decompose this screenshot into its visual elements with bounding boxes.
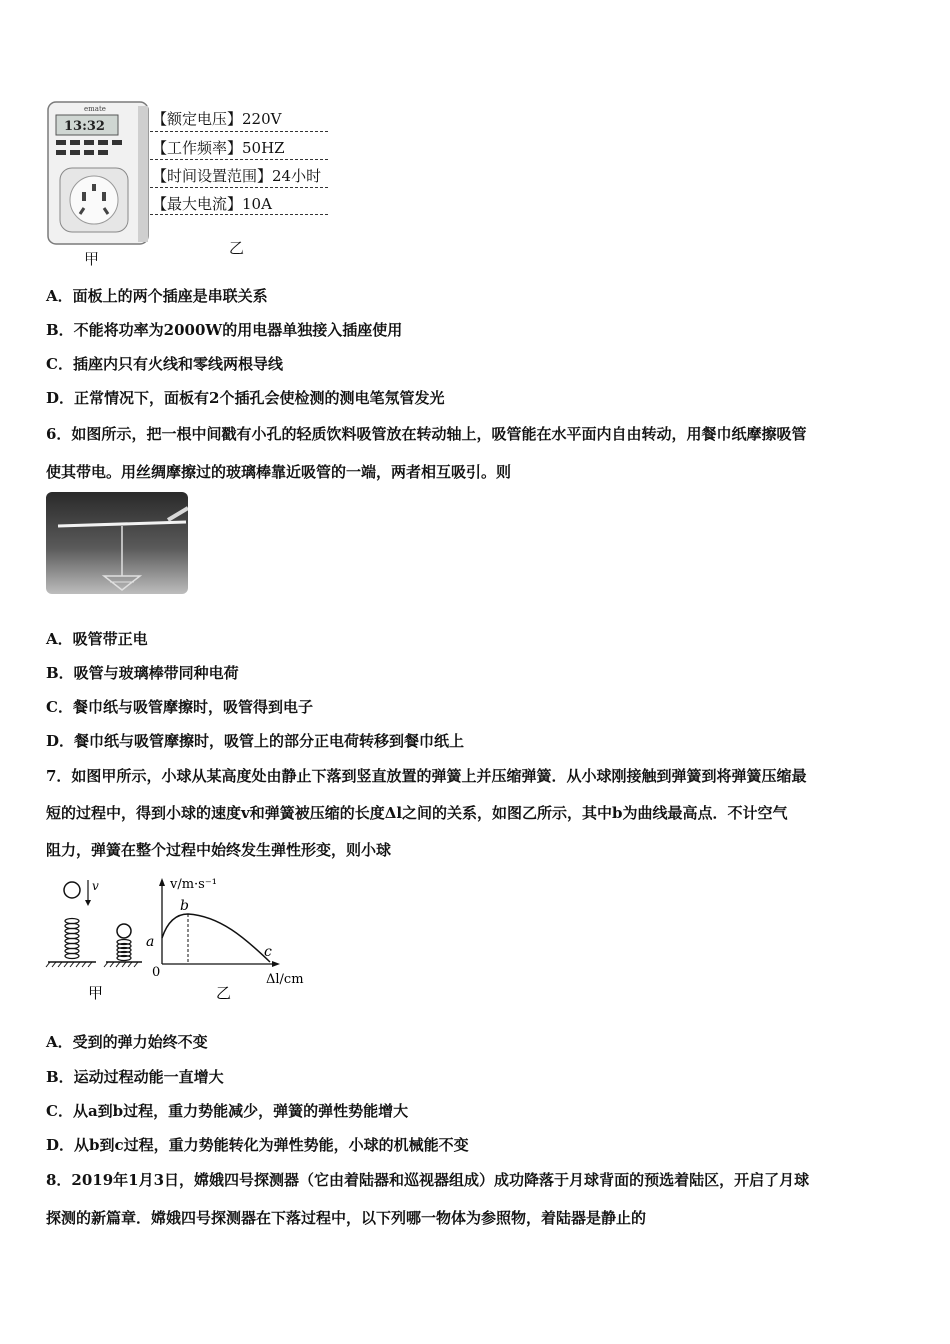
brand-label: emate [84, 105, 106, 113]
spec-divider [150, 159, 328, 160]
q7-option-c: C．从a到b过程，重力势能减少，弹簧的弹性势能增大 [46, 1102, 409, 1120]
q7-option-a: A．受到的弹力始终不变 [46, 1033, 208, 1051]
spec-divider [150, 131, 328, 132]
spec-frequency: 【工作频率】50HZ [152, 139, 285, 157]
q6-option-b: B．吸管与玻璃棒带同种电荷 [46, 664, 239, 682]
q6-option-a: A．吸管带正电 [46, 630, 148, 648]
spec-max-current: 【最大电流】10A [152, 195, 272, 213]
spec-divider [150, 187, 328, 188]
spec-voltage: 【额定电压】220V [152, 110, 282, 128]
point-c-label: c [264, 944, 272, 960]
clock-display: 13:32 [64, 119, 105, 134]
q6-stem-line1: 6．如图所示，把一根中间戳有小孔的轻质饮料吸管放在转动轴上，吸管能在水平面内自由转动，用餐巾纸摩擦吸管 [46, 425, 807, 443]
velocity-curve [162, 914, 270, 962]
q6-option-c: C．餐巾纸与吸管摩擦时，吸管得到电子 [46, 698, 313, 716]
q7-option-b: B．运动过程动能一直增大 [46, 1068, 224, 1086]
q8-stem-line1: 8．2019年1月3日，嫦娥四号探测器（它由着陆器和巡视器组成）成功降落于月球背面的预选着陆区，开启了月球 [46, 1171, 810, 1189]
q5-option-b: B．不能将功率为2000W的用电器单独接入插座使用 [46, 321, 403, 339]
x-axis-label: Δl/cm [266, 972, 304, 987]
q5-option-a: A．面板上的两个插座是串联关系 [46, 287, 268, 305]
q7-stem-line1: 7．如图甲所示，小球从某高度处由静止下落到竖直放置的弹簧上并压缩弹簧．从小球刚接触到弹簧到将弹簧压缩最 [46, 767, 807, 785]
velocity-label: v [92, 879, 99, 893]
caption-yi-1: 乙 [229, 239, 245, 257]
q8-stem-line2: 探测的新篇章．嫦娥四号探测器在下落过程中，以下列哪一物体为参照物，着陆器是静止的 [46, 1209, 647, 1227]
spring-velocity-figure [40, 868, 320, 1003]
q7-stem-line3: 阻力，弹簧在整个过程中始终发生弹性形变，则小球 [46, 841, 392, 859]
caption-jia-2: 甲 [88, 984, 104, 1002]
spring-icon [65, 919, 79, 959]
point-b-label: b [180, 898, 189, 914]
straw-experiment-photo [46, 492, 188, 594]
y-axis-label: v/m·s⁻¹ [170, 877, 217, 892]
q7-option-d: D．从b到c过程，重力势能转化为弹性势能，小球的机械能不变 [46, 1136, 469, 1154]
q7-stem-line2: 短的过程中，得到小球的速度v和弹簧被压缩的长度Δl之间的关系，如图乙所示，其中b为曲线最高点．不计空气 [46, 804, 788, 822]
spec-divider [150, 214, 328, 215]
origin-label: 0 [152, 965, 161, 980]
caption-jia-1: 甲 [84, 250, 100, 268]
q6-option-d: D．餐巾纸与吸管摩擦时，吸管上的部分正电荷转移到餐巾纸上 [46, 732, 465, 750]
ball-icon [64, 882, 80, 898]
q6-stem-line2: 使其带电。用丝绸摩擦过的玻璃棒靠近吸管的一端，两者相互吸引。则 [46, 463, 512, 481]
timer-socket-image [46, 100, 152, 248]
q5-option-c: C．插座内只有火线和零线两根导线 [46, 355, 283, 373]
point-a-label: a [146, 934, 155, 950]
spec-time-range: 【时间设置范围】24小时 [152, 167, 322, 185]
q5-option-d: D．正常情况下，面板有2个插孔会使检测的测电笔氖管发光 [46, 389, 445, 407]
caption-yi-2: 乙 [216, 984, 232, 1002]
